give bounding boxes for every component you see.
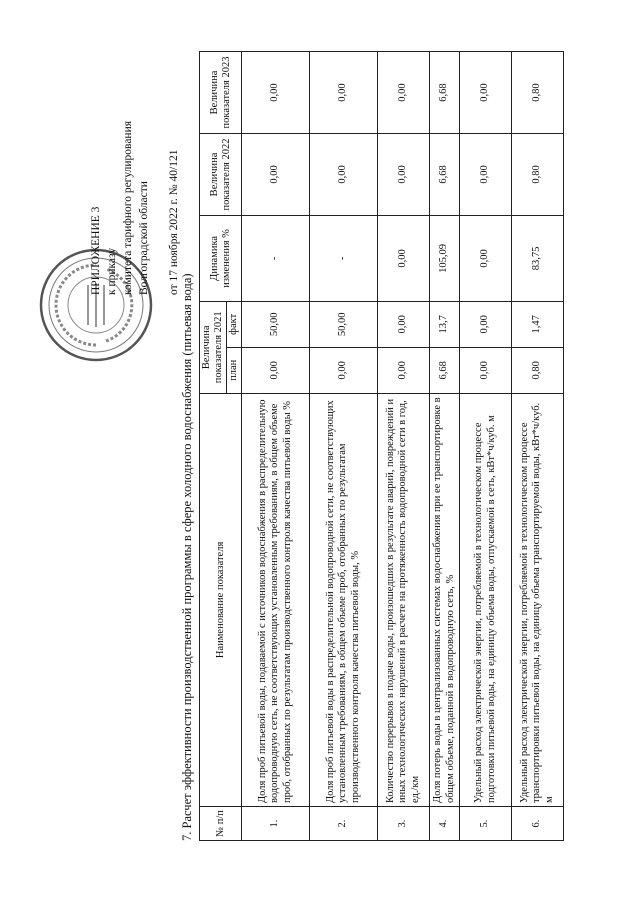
row-fact: 0,00 (378, 301, 430, 347)
table-row (378, 52, 430, 841)
row-fact: 1,47 (512, 301, 564, 347)
header-num: № п/п (200, 807, 242, 841)
row-num: 3. (378, 807, 430, 841)
row-value-2022: 0,00 (242, 133, 310, 215)
row-value-2022: 0,00 (460, 133, 512, 215)
row-name: Количество перерывов в подаче воды, произошедших в результате аварий, повреждений и иных технологических нарушений в расчете на протяженность водопроводной сети в год, ед./км (378, 393, 430, 806)
header-fact: факт (227, 301, 242, 347)
header-value-2022: Величина показателя 2022 (200, 133, 242, 215)
row-name: Удельный расход электрической энергии, потребляемой в технологическом процессе подготовки питьевой воды, на единицу объема воды, отпускаемой в сеть, кВт*ч/куб. м (460, 393, 512, 806)
row-num: 1. (242, 807, 310, 841)
row-value-2023: 0,00 (378, 52, 430, 134)
committee-label: комитета тарифного регулирования (122, 120, 134, 295)
header-value-2021: Величина показателя 2021 (200, 301, 227, 393)
header-value-2023: Величина показателя 2023 (200, 52, 242, 134)
row-dynamics: - (310, 215, 378, 301)
header-plan: план (227, 347, 242, 393)
row-plan: 0,80 (512, 347, 564, 393)
row-value-2022: 6,68 (430, 133, 460, 215)
row-num: 5. (460, 807, 512, 841)
efficiency-table (199, 51, 564, 841)
row-value-2023: 6,68 (430, 52, 460, 134)
row-value-2023: 0,80 (512, 52, 564, 134)
appendix-label: ПРИЛОЖЕНИЕ 3 (90, 206, 102, 295)
row-num: 6. (512, 807, 564, 841)
row-fact: 50,00 (310, 301, 378, 347)
region-label: Волгоградской области (138, 181, 150, 295)
header-name: Наименование показателя (200, 393, 242, 806)
appendix-header (88, 45, 182, 295)
row-value-2023: 0,00 (242, 52, 310, 134)
row-value-2023: 0,00 (460, 52, 512, 134)
row-value-2022: 0,00 (378, 133, 430, 215)
row-fact: 13,7 (430, 301, 460, 347)
row-dynamics: 0,00 (378, 215, 430, 301)
table-row (310, 52, 378, 841)
row-fact: 0,00 (460, 301, 512, 347)
order-date-number: от 17 ноября 2022 г. № 40/121 (168, 149, 180, 295)
order-label: к приказу (106, 247, 118, 295)
row-dynamics: 105,09 (430, 215, 460, 301)
row-dynamics: - (242, 215, 310, 301)
table-row (460, 52, 512, 841)
header-dynamics: Динамика изменения % (200, 215, 242, 301)
row-dynamics: 83,75 (512, 215, 564, 301)
row-dynamics: 0,00 (460, 215, 512, 301)
row-value-2022: 0,80 (512, 133, 564, 215)
table-row (512, 52, 564, 841)
row-name: Доля проб питьевой воды в распределительной водопроводной сети, не соответствующих установленным требованиям, в общем объеме проб, отобранных по результатам производственного контроля качества питьевой воды, % (310, 393, 378, 806)
row-plan: 0,00 (310, 347, 378, 393)
row-fact: 50,00 (242, 301, 310, 347)
row-value-2022: 0,00 (310, 133, 378, 215)
row-name: Доля проб питьевой воды, подаваемой с источников водоснабжения в распределительную водопроводную сеть, не соответствующих установленным требованиям, в общем объеме проб, отобранных по результатам производственного контроля качества питьевой воды % (242, 393, 310, 806)
row-plan: 0,00 (460, 347, 512, 393)
row-name: Доля потерь воды в централизованных системах водоснабжения при ее транспортировке в общем объеме, поданной в водопроводную сеть, % (430, 393, 460, 806)
row-plan: 0,00 (242, 347, 310, 393)
row-name: Удельный расход электрической энергии, потребляемой в технологическом процессе транспортировки питьевой воды, на единицу объема транспортируемой воды, кВт*ч/куб. м (512, 393, 564, 806)
row-plan: 6,68 (430, 347, 460, 393)
table-row (430, 52, 460, 841)
row-value-2023: 0,00 (310, 52, 378, 134)
row-num: 4. (430, 807, 460, 841)
table-header-row (200, 52, 227, 841)
section-title: 7. Расчет эффективности производственной программы в сфере холодного водоснабжения (питьевая вода) (180, 273, 194, 841)
row-plan: 0,00 (378, 347, 430, 393)
table-row (242, 52, 310, 841)
row-num: 2. (310, 807, 378, 841)
